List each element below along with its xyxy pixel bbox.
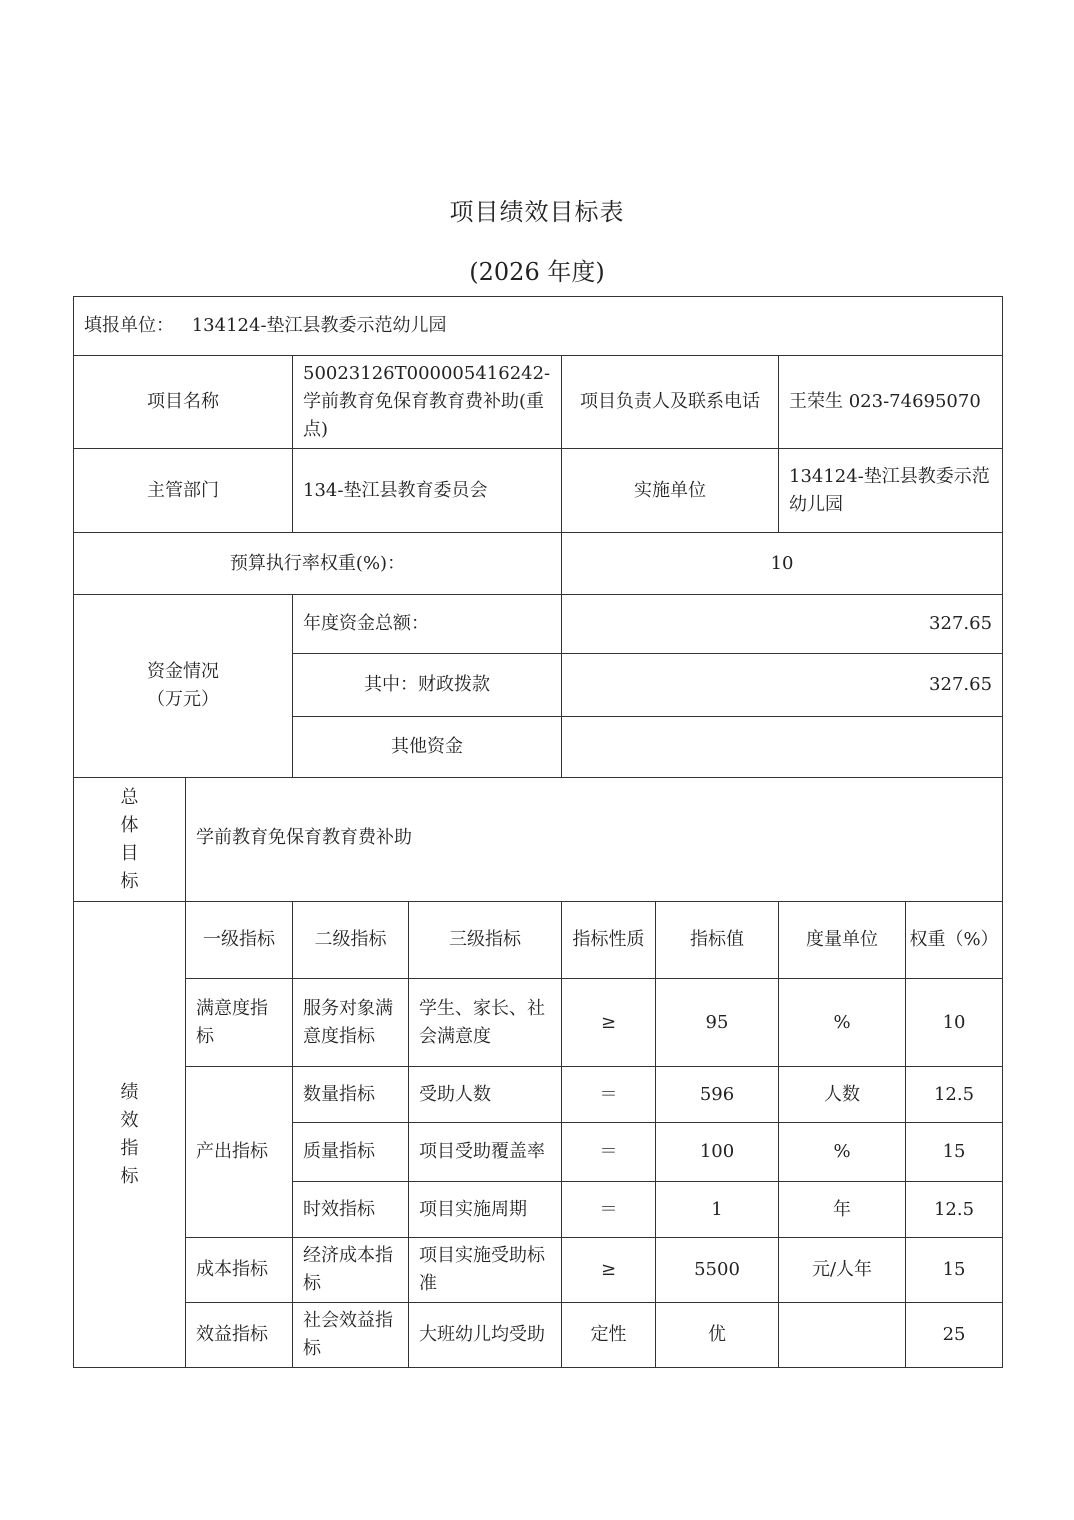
header-value: 指标值	[656, 902, 779, 979]
goal-label-char: 体	[120, 814, 139, 836]
table-row-value: 5500	[656, 1238, 779, 1303]
table-row-weight: 15	[906, 1123, 1003, 1182]
table-row-l2: 时效指标	[293, 1182, 409, 1238]
table-row-l3: 项目受助覆盖率	[409, 1123, 562, 1182]
goal-label-char: 总	[120, 786, 139, 808]
table-row-unit: %	[779, 979, 906, 1067]
table-row-l3: 大班幼儿均受助	[409, 1303, 562, 1368]
header-nature: 指标性质	[562, 902, 656, 979]
funds-fiscal-label: 其中：财政拨款	[293, 654, 562, 717]
table-row-value: 100	[656, 1123, 779, 1182]
table-row-weight: 25	[906, 1303, 1003, 1368]
table-row-l3: 受助人数	[409, 1067, 562, 1123]
header-l1: 一级指标	[186, 902, 293, 979]
performance-table	[73, 296, 1003, 1368]
project-name-value: 50023126T000005416242-学前教育免保育教育费补助(重点)	[293, 356, 562, 449]
funds-total-label: 年度资金总额：	[293, 595, 562, 654]
table-row-weight: 15	[906, 1238, 1003, 1303]
year-subtitle: (2026 年度)	[469, 258, 605, 286]
perf-label-char: 效	[120, 1109, 139, 1131]
budget-value: 10	[562, 533, 1003, 595]
funds-other-value	[562, 717, 1003, 778]
perf-label-char: 绩	[120, 1081, 139, 1103]
perf-label-char: 指	[120, 1137, 139, 1159]
header-weight: 权重（%）	[906, 902, 1003, 979]
table-row-nature: ＝	[562, 1067, 656, 1123]
perf-label	[74, 902, 186, 1368]
table-row-l3: 项目实施周期	[409, 1182, 562, 1238]
table-row-nature: ＝	[562, 1123, 656, 1182]
goal-label	[74, 778, 186, 902]
dept-value: 134-垫江县教育委员会	[293, 449, 562, 533]
funds-total-value: 327.65	[562, 595, 1003, 654]
funds-label-line2: （万元）	[147, 689, 219, 710]
unit-label: 填报单位：	[84, 315, 174, 336]
table-row-value: 1	[656, 1182, 779, 1238]
funds-other-label: 其他资金	[293, 717, 562, 778]
table-row-l2: 社会效益指标	[293, 1303, 409, 1368]
header-unit: 度量单位	[779, 902, 906, 979]
table-row-l3: 学生、家长、社会满意度	[409, 979, 562, 1067]
contact-value: 王荣生 023-74695070	[779, 356, 1003, 449]
table-row-value: 596	[656, 1067, 779, 1123]
table-row-unit	[779, 1303, 906, 1368]
table-row-weight: 10	[906, 979, 1003, 1067]
table-row-l1: 成本指标	[186, 1238, 293, 1303]
budget-label: 预算执行率权重(%)：	[74, 533, 562, 595]
impl-label: 实施单位	[562, 449, 779, 533]
goal-label-char: 标	[120, 870, 139, 892]
table-row-l2: 数量指标	[293, 1067, 409, 1123]
table-row-l2: 经济成本指标	[293, 1238, 409, 1303]
table-row-nature: ≥	[562, 979, 656, 1067]
contact-label: 项目负责人及联系电话	[562, 356, 779, 449]
table-row-unit: 元/人年	[779, 1238, 906, 1303]
table-row-unit: 人数	[779, 1067, 906, 1123]
header-l2: 二级指标	[293, 902, 409, 979]
page-title: 项目绩效目标表	[449, 198, 625, 226]
table-row-unit: 年	[779, 1182, 906, 1238]
table-row-value: 95	[656, 979, 779, 1067]
goal-label-char: 目	[120, 842, 139, 864]
table-row-l1: 产出指标	[186, 1067, 293, 1238]
table-row-nature: ＝	[562, 1182, 656, 1238]
unit-cell	[74, 297, 1003, 356]
table-row-weight: 12.5	[906, 1182, 1003, 1238]
project-name-label: 项目名称	[74, 356, 293, 449]
dept-label: 主管部门	[74, 449, 293, 533]
funds-label	[74, 595, 293, 778]
funds-fiscal-value: 327.65	[562, 654, 1003, 717]
perf-label-char: 标	[120, 1165, 139, 1187]
table-row-l2: 质量指标	[293, 1123, 409, 1182]
unit-value: 134124-垫江县教委示范幼儿园	[191, 315, 447, 336]
table-row-l3: 项目实施受助标准	[409, 1238, 562, 1303]
header-l3: 三级指标	[409, 902, 562, 979]
funds-label-line1: 资金情况	[147, 661, 219, 682]
table-row-l2: 服务对象满意度指标	[293, 979, 409, 1067]
goal-value: 学前教育免保育教育费补助	[186, 778, 1003, 902]
table-row-nature: ≥	[562, 1238, 656, 1303]
table-row-l1: 效益指标	[186, 1303, 293, 1368]
table-row-unit: %	[779, 1123, 906, 1182]
table-row-weight: 12.5	[906, 1067, 1003, 1123]
impl-value: 134124-垫江县教委示范幼儿园	[779, 449, 1003, 533]
table-row-l1: 满意度指标	[186, 979, 293, 1067]
table-row-nature: 定性	[562, 1303, 656, 1368]
table-row-value: 优	[656, 1303, 779, 1368]
